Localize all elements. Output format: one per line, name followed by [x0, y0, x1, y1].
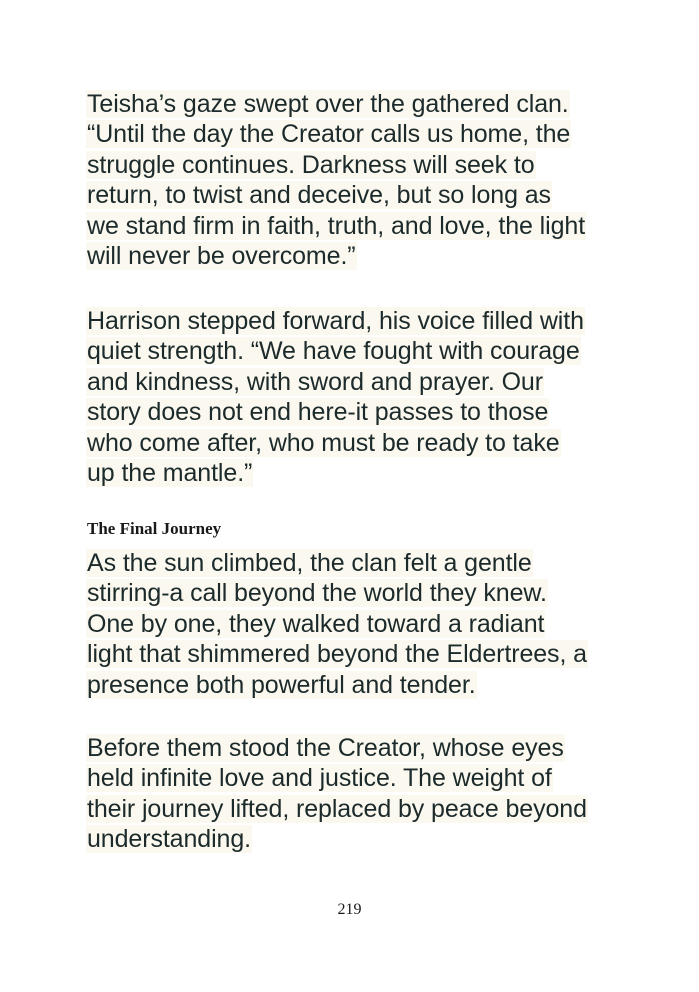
page-number: 219 [337, 901, 362, 918]
text-line: up the mantle.” [87, 459, 253, 488]
text-line: will never be overcome.” [87, 242, 356, 271]
text-line: return, to twist and deceive, but so long as [87, 181, 551, 210]
paragraph-teisha [86, 89, 626, 271]
text-line: and kindness, with sword and prayer. Our [87, 367, 543, 396]
text-line: “Until the day the Creator calls us home, the [87, 120, 571, 149]
text-line: held infinite love and justice. The weight of [87, 764, 552, 793]
text-line: who come after, who must be ready to take [87, 428, 560, 457]
text-line: understanding. [87, 825, 252, 854]
section-heading: The Final Journey [87, 519, 222, 538]
text-line: their journey lifted, replaced by peace beyond [87, 794, 587, 823]
paragraph-creator [86, 733, 626, 855]
text-line: Harrison stepped forward, his voice filled with [87, 307, 584, 335]
text-line: One by one, they walked toward a radiant [87, 609, 545, 638]
text-line: As the sun climbed, the clan felt a gentle [87, 549, 532, 577]
text-line: stirring-a call beyond the world they knew. [87, 579, 547, 608]
text-line: we stand firm in faith, truth, and love, the light [87, 211, 586, 240]
paragraph-sun-climbed [86, 548, 626, 700]
text-line: struggle continues. Darkness will seek to [87, 150, 535, 179]
text-line: Teisha’s gaze swept over the gathered clan. [87, 90, 569, 118]
text-line: light that shimmered beyond the Eldertrees, a [87, 640, 587, 669]
text-line: quiet strength. “We have fought with courage [87, 337, 580, 366]
paragraph-harrison [86, 306, 626, 488]
text-line: story does not end here-it passes to those [87, 398, 549, 427]
text-line: Before them stood the Creator, whose eyes [87, 734, 564, 762]
text-line: presence both powerful and tender. [87, 670, 476, 699]
